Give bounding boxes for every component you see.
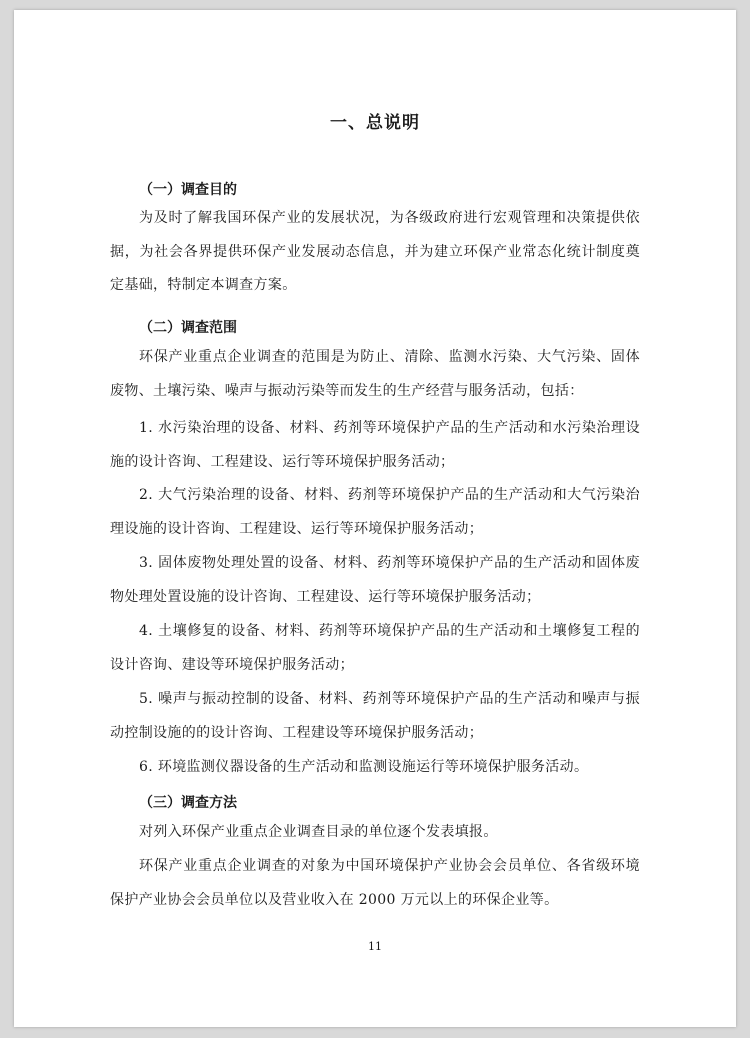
paragraph-method-1: 对列入环保产业重点企业调查目录的单位逐个发表填报。 (139, 824, 498, 840)
paragraph-scope-item-1: 1. 水污染治理的设备、材料、药剂等环境保护产品的生产活动和水污染治理设施的设计咨询、工程建设、运行等环境保护服务活动； (110, 420, 640, 470)
paragraph-scope-item-5: 5. 噪声与振动控制的设备、材料、药剂等环境保护产品的生产活动和噪声与振动控制设施的的设计咨询、工程建设等环境保护服务活动； (110, 691, 640, 741)
paragraph-scope-item-4: 4. 土壤修复的设备、材料、药剂等环境保护产品的生产活动和土壤修复工程的设计咨询、建设等环境保护服务活动； (110, 623, 640, 673)
page-number: 11 (368, 940, 382, 953)
paragraph-scope-item-3: 3. 固体废物处理处置的设备、材料、药剂等环境保护产品的生产活动和固体废物处理处置设施的设计咨询、工程建设、运行等环境保护服务活动； (110, 555, 640, 605)
page-title: 一、总说明 (330, 113, 420, 133)
paragraph-scope-intro: 环保产业重点企业调查的范围是为防止、清除、监测水污染、大气污染、固体废物、土壤污染、噪声与振动污染等而发生的生产经营与服务活动，包括： (110, 349, 640, 399)
section-heading-method: （三）调查方法 (139, 795, 237, 811)
paragraph-purpose: 为及时了解我国环保产业的发展状况，为各级政府进行宏观管理和决策提供依据，为社会各界提供环保产业发展动态信息，并为建立环保产业常态化统计制度奠定基础，特制定本调查方案。 (110, 210, 640, 293)
section-heading-scope: （二）调查范围 (139, 320, 237, 336)
paragraph-scope-item-2: 2. 大气污染治理的设备、材料、药剂等环境保护产品的生产活动和大气污染治理设施的设计咨询、工程建设、运行等环境保护服务活动； (110, 487, 640, 537)
paragraph-scope-item-6: 6. 环境监测仪器设备的生产活动和监测设施运行等环境保护服务活动。 (139, 759, 589, 775)
paragraph-method-2: 环保产业重点企业调查的对象为中国环境保护产业协会会员单位、各省级环境保护产业协会会员单位以及营业收入在 2000 万元以上的环保企业等。 (110, 858, 640, 908)
section-heading-purpose: （一）调查目的 (139, 182, 237, 198)
